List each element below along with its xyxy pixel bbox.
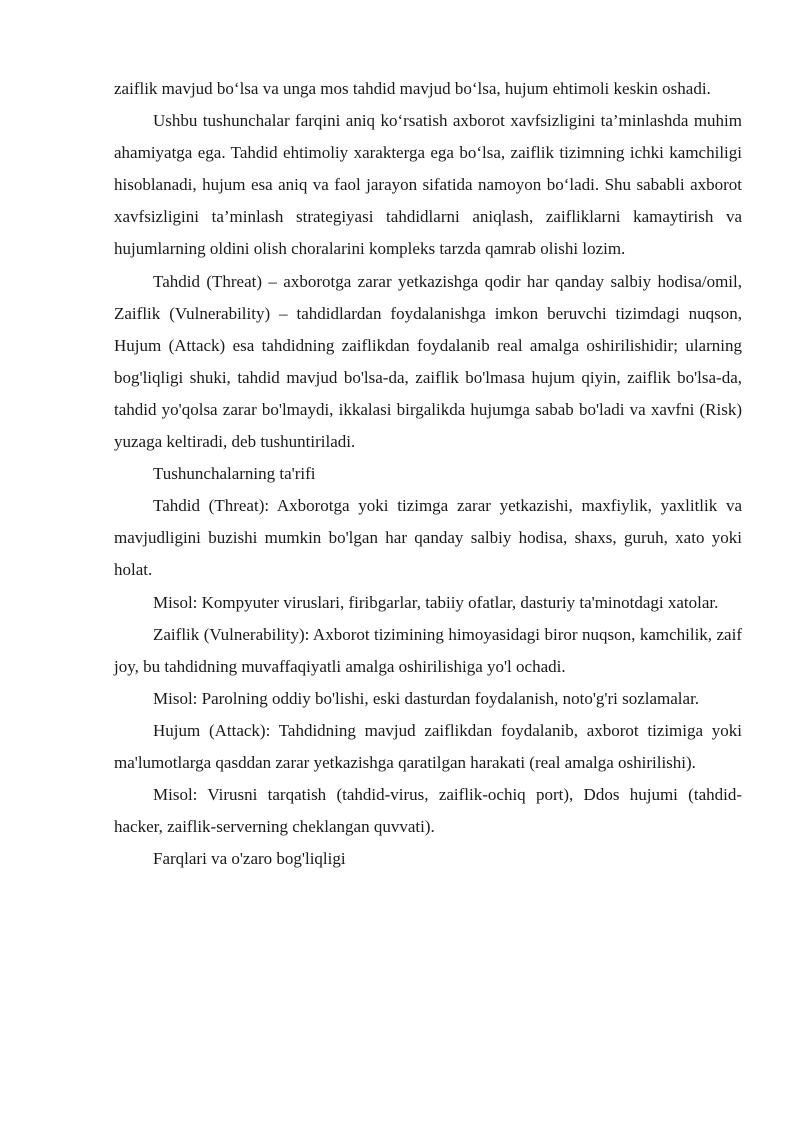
paragraph-summary: Tahdid (Threat) – axborotga zarar yetkazishga qodir har qanday salbiy hodisa/omil, Zaiflik (Vulnerability) – tahdidlardan foydalanishga imkon beruvchi tizimdagi nuqson, Hujum (Attack) esa tahdidning zaiflikdan foydalanib real amalga oshirilishidir; ularning bog'liqligi shuki, tahdid mavjud bo'lsa-da, zaiflik bo'lmasa hujum qiyin, zaiflik bo'lsa-da, tahdid yo'qolsa zarar bo'lmaydi, ikkalasi birgalikda hujumga sabab bo'ladi va xavfni (Risk) yuzaga keltiradi, deb tushuntiriladi.	[114, 271, 742, 452]
definition-vulnerability: Zaiflik (Vulnerability): Axborot tizimining himoyasidagi biror nuqson, kamchilik, zaif joy, bu tahdidning muvaffaqiyatli amalga oshirilishiga yo'l ochadi.	[114, 624, 742, 676]
section-heading-definitions: Tushunchalarning ta'rifi	[153, 464, 316, 484]
paragraph-importance: Ushbu tushunchalar farqini aniq ko‘rsatish axborot xavfsizligini ta’minlashda muhim ahamiyatga ega. Tahdid ehtimoliy xarakterga ega bo‘lsa, zaiflik tizimning ichki kamchiligi hisoblanadi, hujum esa aniq va faol jarayon sifatida namoyon bo‘ladi. Shu sababli axborot xavfsizligini ta’minlash strategiyasi tahdidlarni aniqlash, zaifliklarni kamaytirish va hujumlarning oldini olish choralarini kompleks tarzda qamrab olishi lozim.	[114, 111, 742, 259]
paragraph-continuation: zaiflik mavjud bo‘lsa va unga mos tahdid mavjud bo‘lsa, hujum ehtimoli keskin oshadi.	[114, 79, 711, 98]
section-heading-differences: Farqlari va o'zaro bog'liqligi	[153, 849, 346, 869]
definition-threat: Tahdid (Threat): Axborotga yoki tizimga zarar yetkazishi, maxfiylik, yaxlitlik va mavjudligini buzishi mumkin bo'lgan har qanday salbiy hodisa, shaxs, guruh, xato yoki holat.	[114, 496, 742, 580]
example-attack: Misol: Virusni tarqatish (tahdid-virus, zaiflik-ochiq port), Ddos hujumi (tahdid-hacker, zaiflik-serverning cheklangan quvvati).	[114, 785, 742, 837]
example-vulnerability: Misol: Parolning oddiy bo'lishi, eski dasturdan foydalanish, noto'g'ri sozlamalar.	[153, 688, 700, 708]
definition-attack: Hujum (Attack): Tahdidning mavjud zaiflikdan foydalanib, axborot tizimiga yoki ma'lumotlarga qasddan zarar yetkazishga qaratilgan harakati (real amalga oshirilishi).	[114, 720, 742, 772]
example-threat: Misol: Kompyuter viruslari, firibgarlar, tabiiy ofatlar, dasturiy ta'minotdagi xatolar.	[153, 592, 719, 612]
